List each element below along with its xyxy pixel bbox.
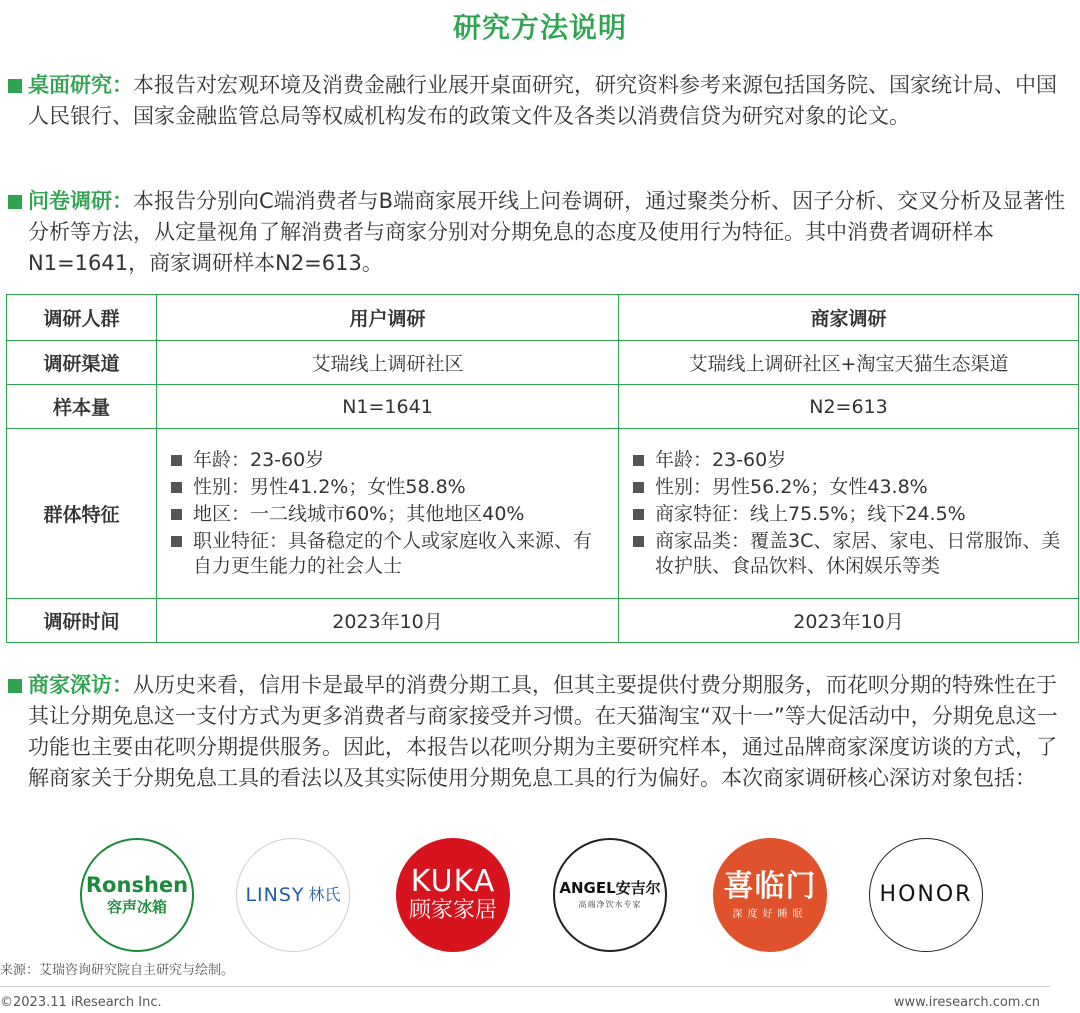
square-bullet-icon (8, 195, 22, 209)
row-label-time: 调研时间 (7, 599, 157, 643)
row-label-channel: 调研渠道 (7, 341, 157, 385)
cell-user-features (157, 429, 619, 599)
source-note: 来源：艾瑞咨询研究院自主研究与绘制。 (0, 963, 235, 978)
cell-merchant-time: 2023年10月 (619, 599, 1079, 643)
ronshen-logo: Ronshen 容声冰箱 (80, 838, 194, 952)
square-bullet-icon (633, 455, 644, 466)
survey-research-text: 本报告分别向C端消费者与B端商家展开线上问卷调研，通过聚类分析、因子分析、交叉分析及显著性分析等方法，从定量视角了解消费者与商家分别对分期免息的态度及使用行为特征。其中消费者调研样本N1=1641，商家调研样本N2=613。 (28, 189, 1066, 275)
square-bullet-icon (633, 509, 644, 520)
table-header-row (7, 295, 1079, 341)
brand-logos (0, 838, 1080, 958)
xilinmen-logo: 喜临门 深度好睡眠 (713, 838, 827, 952)
page-title: 研究方法说明 (452, 11, 627, 44)
square-bullet-icon (171, 536, 182, 547)
website-link: www.iresearch.com.cn (893, 995, 1040, 1010)
list-item: 职业特征：具备稳定的个人或家庭收入来源、有自力更生能力的社会人士 (171, 529, 608, 579)
square-bullet-icon (633, 536, 644, 547)
table-row (7, 341, 1079, 385)
square-bullet-icon (171, 509, 182, 520)
square-bullet-icon (171, 482, 182, 493)
merchant-features-list (619, 448, 1078, 579)
merchant-interview-text: 从历史来看，信用卡是最早的消费分期工具，但其主要提供付费分期服务，而花呗分期的特殊性在于其让分期免息这一支付方式为更多消费者与商家接受并习惯。在天猫淘宝“双十一”等大促活动中，分期免息这一功能也主要由花呗分期提供服务。因此，本报告以花呗分期为主要研究样本，通过品牌商家深度访谈的方式，了解商家关于分期免息工具的看法以及其实际使用分期免息工具的行为偏好。本次商家调研核心深访对象包括： (28, 673, 1058, 790)
desk-research-label: 桌面研究： (28, 73, 133, 97)
user-features-list (157, 448, 618, 579)
table-row (7, 599, 1079, 643)
angel-logo: ANGEL安吉尔 高端净饮水专家 (553, 838, 667, 952)
square-bullet-icon (8, 79, 22, 93)
desk-research-text: 本报告对宏观环境及消费金融行业展开桌面研究，研究资料参考来源包括国务院、国家统计局、中国人民银行、国家金融监管总局等权威机构发布的政策文件及各类以消费信贷为研究对象的论文。 (28, 73, 1057, 128)
cell-merchant-channel: 艾瑞线上调研社区+淘宝天猫生态渠道 (619, 341, 1079, 385)
table-row (7, 429, 1079, 599)
footer-divider (0, 986, 1050, 987)
honor-logo: HONOR (869, 838, 983, 952)
row-label-features: 群体特征 (7, 429, 157, 599)
kuka-logo: KUKA 顾家家居 (396, 838, 510, 952)
copyright: ©2023.11 iResearch Inc. (0, 995, 162, 1010)
cell-user-channel: 艾瑞线上调研社区 (157, 341, 619, 385)
list-item: 商家品类：覆盖3C、家居、家电、日常服饰、美妆护肤、食品饮料、休闲娱乐等类 (633, 529, 1068, 579)
row-label-sample: 样本量 (7, 385, 157, 429)
survey-table (6, 294, 1079, 643)
header-group: 调研人群 (7, 295, 157, 341)
list-item: 商家特征：线上75.5%；线下24.5% (633, 502, 1068, 527)
list-item: 地区：一二线城市60%；其他地区40% (171, 502, 608, 527)
square-bullet-icon (8, 679, 22, 693)
list-item: 年龄：23-60岁 (171, 448, 608, 473)
survey-research-label: 问卷调研： (28, 189, 133, 213)
cell-user-sample: N1=1641 (157, 385, 619, 429)
cell-user-time: 2023年10月 (157, 599, 619, 643)
linsy-logo: LINSY 林氏 (236, 838, 350, 952)
list-item: 性别：男性41.2%；女性58.8% (171, 475, 608, 500)
desk-research-section (8, 70, 1070, 132)
header-user-survey: 用户调研 (157, 295, 619, 341)
square-bullet-icon (171, 455, 182, 466)
cell-merchant-features (619, 429, 1079, 599)
header-merchant-survey: 商家调研 (619, 295, 1079, 341)
survey-research-section (8, 186, 1070, 279)
cell-merchant-sample: N2=613 (619, 385, 1079, 429)
square-bullet-icon (633, 482, 644, 493)
merchant-interview-section (8, 670, 1070, 794)
merchant-interview-label: 商家深访： (28, 673, 133, 697)
table-row (7, 385, 1079, 429)
list-item: 性别：男性56.2%；女性43.8% (633, 475, 1068, 500)
list-item: 年龄：23-60岁 (633, 448, 1068, 473)
